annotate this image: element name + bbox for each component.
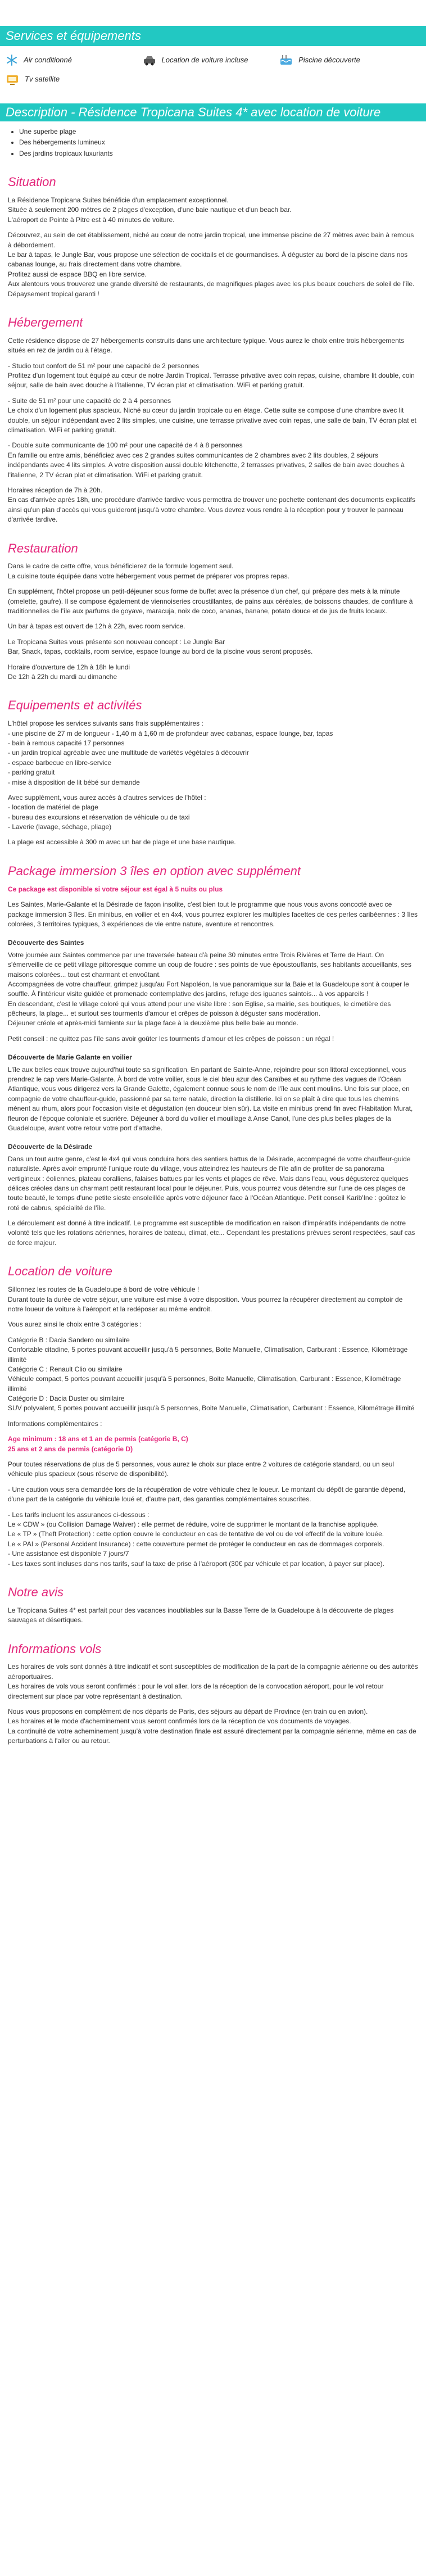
location-text: Sillonnez les routes de la Guadeloupe à bord de votre véhicule ! Durant toute la durée de votre séjour, une voiture est mise à votre disposition. Vous pourrez la récupérer directement au comptoir de notre loueur de voiture à l'aéroport et la redéposer au même endroit.	[8, 1285, 403, 1313]
equipment-label: Location de voiture incluse	[161, 55, 248, 64]
equipements-title: Equipements et activités	[8, 698, 142, 713]
situation-title: Situation	[8, 175, 56, 189]
location-age-requirement: Age minimum : 18 ans et 1 an de permis (catégorie B, C) 25 ans et 2 ans de permis (catégorie D)	[8, 1435, 188, 1453]
location-text: - Une caution vous sera demandée lors de la récupération de votre véhicule chez le loueur. Le montant du dépôt de garantie dépend, d'une part de la catégorie du véhicule loué et, d'autre part, des garanties complémentaires souscrites.	[8, 1485, 406, 1504]
equipment-item	[6, 54, 143, 66]
equipements-text: L'hôtel propose les services suivants sans frais supplémentaires : - une piscine de 27 m de longueur - 1,40 m à 1,60 m de profondeur avec cabanas, espace lounge, bar, tapas - bain à remous capacité 17 personnes - un jardin tropical agréable avec une multitude de variétés végétales à découvrir - espace barbecue en libre-service - parking gratuit - mise à disposition de lit bébé sur demande	[8, 719, 333, 786]
restauration-text: En supplément, l'hôtel propose un petit-déjeuner sous forme de buffet avec la présence d'un chef, qui prépare des mets à la minute (omelette, gaufre). Il se compose également de viennoiseries croustillantes, de pains aux céréales, de boissons chaudes, de confiture à traditionnelles de l'île aux parfums de goyave, maracuja, noix de coco, ananas, banane, potato douce et de jus de fruits locaux.	[8, 587, 413, 615]
equipment-list	[0, 46, 426, 96]
hebergement-suite: - Suite de 51 m² pour une capacité de 2 à 4 personnes Le choix d'un logement plus spacieux. Niché au cœur du jardin tropicale ou en étage. Cette suite se compose d'une chambre avec lit double, un séjour indépendant avec 2 lits simples, une cuisine, une terrasse privative avec coin repas, une salle de bain, TV écran plat et climatisation. WiFi et parking gratuit.	[8, 396, 416, 434]
restauration-text: Dans le cadre de cette offre, vous bénéficierez de la formule logement seul. La cuisine toute équipée dans votre hébergement vous permet de préparer vos propres repas.	[8, 562, 289, 580]
hebergement-studio: - Studio tout confort de 51 m² pour une capacité de 2 personnes Profitez d'un logement tout équipé au cœur de notre Jardin Tropical. Terrasse privative avec coin repas, cuisine, chambre lit double, coin séjour, salle de bain avec douche à l'italienne, TV écran plat et climatisation. WiFi et parking gratuit.	[8, 361, 415, 390]
package-intro: Les Saintes, Marie-Galante et la Désirade de façon insolite, c'est bien tout le programme que nous vous avons concocté avec ce package immersion 3 îles. En minibus, en voilier et en 4x4, vous pourrez explorer les multiples facettes de ces perles caribéennes : 3 îles colorées, 3 territoires typiques, 3 expériences de vie entre nature, aventure et rencontres.	[8, 900, 418, 928]
hebergement-double-suite: - Double suite communicante de 100 m² pour une capacité de 4 à 8 personnes En famille ou entre amis, bénéficiez avec ces 2 grandes suites communicantes de 2 chambres avec 2 lits doubles, 2 séjours indépendants avec 4 lits simples. A votre disposition aussi double kitchenette, 2 terrasses privatives, 2 salles de bain avec douches à l'italienne, 2 TV écran plat et climatisation. WiFi et parking gratuit.	[8, 441, 405, 479]
restauration-hours: Horaire d'ouverture de 12h à 18h le lundi De 12h à 22h du mardi au dimanche	[8, 663, 130, 681]
marie-galante-text: L'île aux belles eaux trouve aujourd'hui toute sa signification. En partant de Sainte-Anne, rejoindre pour son littoral exceptionnel, vous prendrez le cap vers Marie-Galante. À bord de votre voilier, sous le ciel bleu azur des Caraïbes et au rythme des vagues de l'Océan Atlantique, vous vous dirigerez vers la Grande Galette, également connue sous le nom de l'île aux cent moulins. Une fois sur place, en compagnie de votre chauffeur-guide, passionné par sa terre natale, direction la distillerie. Ici on se plaît à dire que tous les chemins mènent au rhum, alors pour l'occasion visite et dégustation (en douceur bien sûr). La visite en minibus prend fin avec l'Habitation Murat, fleuron de l'époque coloniale et sucrière. Déjeuner à bord du voilier et mouillage à Anse Canot, l'une des plus belles plages de la Guadeloupe, avant votre retour votre port d'attache.	[8, 1065, 413, 1132]
notre-avis-text: Le Tropicana Suites 4* est parfait pour des vacances inoubliables sur la Basse Terre de la Guadeloupe à la découverte de plages sauvages et désertiques.	[8, 1606, 394, 1624]
equipements-text: Avec supplément, vous aurez accès à d'autres services de l'hôtel : - location de matériel de plage - bureau des excursions et réservation de véhicule ou de taxi - Laverie (lavage, séchage, pliage)	[8, 793, 206, 831]
highlights-list	[16, 127, 418, 159]
restauration-text: Le Tropicana Suites vous présente son nouveau concept : Le Jungle Bar Bar, Snack, tapas, cocktails, room service, espace lounge au bord de la piscine vous seront proposés.	[8, 637, 313, 656]
infos-vols-text: Nous vous proposons en complément de nos départs de Paris, des séjours au départ de Province (en train ou en avion). Les horaires et le mode d'acheminement vous seront confirmés lors de la réception de vos documents de voyages. La continuité de votre acheminement jusqu'à votre destination finale est assuré directement par la compagnie aérienne, même en cas de perturbations à l'aller ou au retour.	[8, 1708, 416, 1745]
location-text: Pour toutes réservations de plus de 5 personnes, vous aurez le choix sur place entre 2 voitures de catégorie standard, ou un seul véhicule plus spacieux (sous réserve de disponibilité).	[8, 1460, 395, 1478]
equipment-label: Piscine découverte	[298, 55, 360, 64]
equipment-item	[279, 54, 416, 66]
description-header: Description - Résidence Tropicana Suites 4* avec location de voiture	[0, 103, 426, 121]
equipment-label: Air conditionné	[24, 55, 72, 64]
tv-icon	[6, 73, 19, 85]
equipment-label: Tv satellite	[25, 74, 60, 83]
situation-text: La Résidence Tropicana Suites bénéficie d'un emplacement exceptionnel. Située à seulement 200 mètres de 2 plages d'exception, d'une baie nautique et d'un beach bar. L'aéroport de Pointe à Pitre est à 40 minutes de voiture.	[8, 196, 292, 224]
pool-icon	[279, 54, 293, 66]
car-icon	[143, 54, 156, 66]
desirade-title: Découverte de la Désirade	[8, 1143, 93, 1151]
description-body	[0, 127, 426, 1746]
restauration-text: Un bar à tapas est ouvert de 12h à 22h, avec room service.	[8, 622, 185, 631]
location-insurance: - Les tarifs incluent les assurances ci-dessous : Le « CDW » (ou Collision Damage Waiver) : elle permet de réduire, voire de supprimer le montant de la franchise appliquée. Le « TP » (Theft Protection) : cette option couvre le conducteur en cas de tentative de vol ou de vol effectif de la voiture louée. Le « PAI » (Personal Accident Insurance) : cette couverture permet de protéger le conducteur en cas de dommages corporels. - Une assistance est disponible 7 jours/7 - Les taxes sont incluses dans nos tarifs, sauf la taxe de prise à l'aéroport (30€ par véhicule et par location, à payer sur place).	[8, 1510, 384, 1568]
equipment-item	[6, 73, 143, 85]
saintes-tip: Petit conseil : ne quittez pas l'île sans avoir goûter les tourments d'amour et les crêpes de poisson : un régal !	[8, 1034, 334, 1043]
saintes-text: Votre journée aux Saintes commence par une traversée bateau d'à peine 30 minutes entre Trois Rivières et Terre de Haut. On s'émerveille de ce petit village pittoresque comme un coup de foudre : ses points de vue époustouflants, ses habitants accueillants, ses maisons colorées... tout est charmant et envoûtant. Accompagnées de votre chauffeur, grimpez jusqu'au Fort Napoléon, la vue panoramique sur la Baie et la Guadeloupe sont à couper le souffle. À l'intérieur visite guidée et promenade contemplative des jardins, refuge des iguanes saintois... à vos appareils ! En descendant, c'est le village coloré qui vous attend pour une visite libre : son Eglise, sa mairie, ses boutiques, le cimetière des pêcheurs, la plage... et surtout ses tourments d'amour et crêpes de poisson à déguster sans modération. Déjeuner créole et après-midi farniente sur la plage face à la deuxième plus belle baie au monde.	[8, 950, 412, 1027]
desirade-text: Dans un tout autre genre, c'est le 4x4 qui vous conduira hors des sentiers battus de la Désirade, accompagné de votre chauffeur-guide naturaliste. Après avoir emprunté l'unique route du village, vous atteindrez les hauteurs de l'île afin de profiter de sa panorama vertigineux : éoliennes, plateau coralliens, falaises battues par les vents et plages de rêve. Mais dans l'eau, vous dégusterez quelques délices créoles dans un charmant petit restaurant local pour le déjeuner. Puis, vous pourrez vous détendre sur l'une de ces plages de toute beauté, le temps d'une petite sieste ensoleillée après votre déjeuner face à l'Océan Atlantique. Petit conseil Karib'Ine : goûtez le roté de cabrus, spécialité de l'île.	[8, 1155, 411, 1212]
services-header: Services et équipements	[0, 26, 426, 46]
hebergement-text: Cette résidence dispose de 27 hébergements construits dans une architecture typique. Vous aurez le choix entre trois hébergements situés en rez de jardin ou à l'étage.	[8, 336, 405, 355]
hebergement-title: Hébergement	[8, 315, 83, 329]
notre-avis-title: Notre avis	[8, 1584, 64, 1599]
restauration-title: Restauration	[8, 541, 78, 555]
desirade-disclaimer: Le déroulement est donné à titre indicatif. Le programme est susceptible de modification en raison d'impératifs indépendants de notre volonté tels que les rotations aériennes, horaires de bateau, climat, etc... Cependant les prestations prévues seront respectées, sauf cas de force majeur.	[8, 1219, 415, 1247]
location-title: Location de voiture	[8, 1264, 112, 1279]
page	[0, 26, 426, 1746]
equipment-item	[143, 54, 280, 66]
infos-vols-text: Les horaires de vols sont donnés à titre indicatif et sont susceptibles de modification de la part de la compagnie aérienne ou des autorités aéroportuaires. Les horaires de vols vous seront confirmés : pour le vol aller, lors de la réception de la convocation aéroport, pour le vol retour directement sur place par votre représentant à destination.	[8, 1663, 418, 1700]
hebergement-horaires: Horaires réception de 7h à 20h. En cas d'arrivée après 18h, une procédure d'arrivée tardive vous permettra de trouver une pochette contenant des documents explicatifs ainsi qu'un plan d'accès qui vous guideront jusqu'à votre chambre. Vous devrez vous rendre à la réception pour y trouver le panneau d'arrivée tardive.	[8, 486, 415, 524]
package-condition: Ce package est disponible si votre séjour est égal à 5 nuits ou plus	[8, 885, 223, 893]
situation-text: Découvrez, au sein de cet établissement, niché au cœur de notre jardin tropical, une immense piscine de 27 mètres avec bain à remous à débordement. Le bar à tapas, le Jungle Bar, vous propose une sélection de cocktails et de gourmandises. À déguster au bord de la piscine dans nos cabanas lounge, au frais directement dans votre chambre. Profitez aussi de espace BBQ en libre service. Aux alentours vous trouverez une grande diversité de restaurants, de magnifiques plages avec les plus beaux couchers de soleil de l'île. Dépaysement tropical garanti !	[8, 231, 415, 298]
location-text: Vous aurez ainsi le choix entre 3 catégories :	[8, 1320, 142, 1329]
highlight-item: • Des jardins tropicaux luxuriants	[19, 149, 418, 159]
saintes-title: Découverte des Saintes	[8, 939, 84, 947]
location-categories: Catégorie B : Dacia Sandero ou similaire Confortable citadine, 5 portes pouvant accueillir jusqu'à 5 personnes, Boite Manuelle, Climatisation, Carburant : Essence, Kilométrage illimité Catégorie C : Renault Clio ou similaire Véhicule compact, 5 portes pouvant accueillir jusqu'à 5 personnes, Boite Manuelle, Climatisation, Carburant : Essence, Kilométrage illimité Catégorie D : Dacia Duster ou similaire SUV polyvalent, 5 portes pouvant accueillir jusqu'à 5 personnes, Boite Manuelle, Climatisation, Carburant : Essence, Kilométrage illimité	[8, 1335, 415, 1413]
highlight-item: • Une superbe plage	[19, 127, 418, 137]
equipements-text: La plage est accessible à 300 m avec un bar de plage et une base nautique.	[8, 838, 236, 846]
highlight-item: • Des hébergements lumineux	[19, 138, 418, 147]
snowflake-icon	[6, 54, 18, 66]
package-title: Package immersion 3 îles en option avec supplément	[8, 863, 301, 878]
marie-galante-title: Découverte de Marie Galante en voilier	[8, 1053, 132, 1062]
location-info-heading: Informations complémentaires :	[8, 1419, 102, 1428]
infos-vols-title: Informations vols	[8, 1641, 102, 1656]
